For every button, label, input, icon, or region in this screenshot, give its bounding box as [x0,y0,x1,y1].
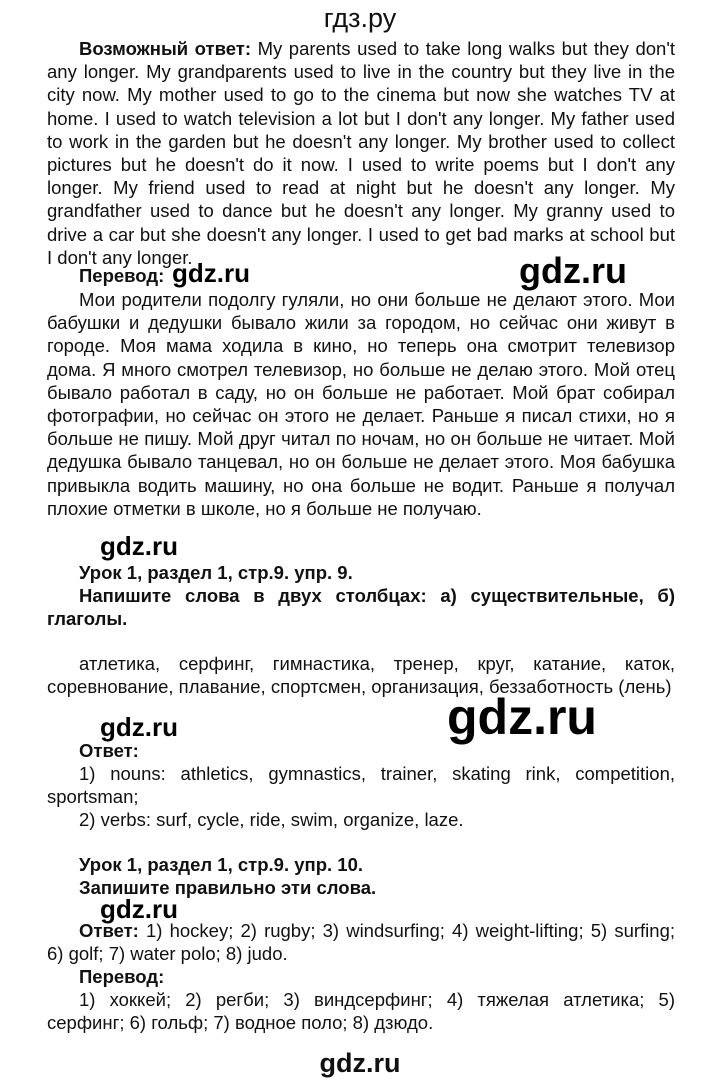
exercise-9-task: Напишите слова в двух столбцах: а) существительные, б) глаголы. [47,585,675,630]
exercise-10-answer [47,919,675,965]
watermark: gdz.ru [519,250,627,291]
exercise-9-title: Урок 1, раздел 1, стр.9. упр. 9. [79,562,353,583]
translation-label: Перевод: [79,265,165,286]
translation-label-row [79,264,164,287]
exercise-10-task: Запишите правильно эти слова. [79,877,377,898]
translation-paragraph: Мои родители подолгу гуляли, но они больше не делают этого. Мои бабушки и дедушки бывало жили за городом, но сейчас они живут в городе. Моя мама ходила в кино, но теперь она смотрит телевизор дома. Я много смотрел телевизор, но больше не делаю этого. Мой отец бывало работал в саду, но он больше не работает. Мой брат собирал фотографии, но сейчас он этого не делает. Раньше я писал стихи, но я больше не пишу. Мой друг читал по ночам, но он больше не читает. Мой дедушка бывало танцевал, но он больше не делает этого. Моя бабушка привыкла водить машину, но она больше не водит. Раньше я получал плохие отметки в школе, но я больше не получаю. [47,289,675,519]
site-footer: gdz.ru [319,1048,401,1078]
exercise-9-nouns: 1) nouns: athletics, gymnastics, trainer, skating rink, competition, sportsman; [47,763,675,808]
exercise-9-answer-label: Ответ: [79,740,139,761]
watermark: gdz.ru [172,258,250,288]
exercise-10-translation-label: Перевод: [79,966,165,987]
answer-text: My parents used to take long walks but they don't any longer. My grandparents used to live in the country but they live in the city now. My mother used to go to the cinema but now she watches TV at home. I used to watch television a lot but I don't any longer. My father used to work in the garden but he doesn't any longer. My brother used to collect pictures but he doesn't do it now. I used to write poems but I don't any longer. My friend used to read at night but he doesn't any longer. My grandfather used to dance but he doesn't any longer. My granny used to drive a car but she doesn't any longer. I used to get bad marks at school but I don't any longer. [47,38,676,268]
watermark: gdz.ru [100,531,178,561]
watermark: gdz.ru [447,689,597,745]
exercise-10-answer-text: 1) hockey; 2) rugby; 3) windsurfing; 4) weight-lifting; 5) surfing; 6) golf; 7) water polo; 8) judo. [47,920,675,965]
exercise-10-answer-label: Ответ: [79,920,139,941]
exercise-10-title: Урок 1, раздел 1, стр.9. упр. 10. [79,854,363,875]
watermark: gdz.ru [100,712,178,742]
answer-paragraph [47,37,675,269]
exercise-9-verbs: 2) verbs: surf, cycle, ride, swim, organize, laze. [79,809,464,830]
site-header: гдз.ру [323,3,397,33]
answer-label: Возможный ответ: [79,38,251,59]
exercise-9-words: атлетика, серфинг, гимнастика, тренер, круг, катание, каток, соревнование, плавание, спортсмен, организация, беззаботность (лень) [47,653,675,698]
exercise-10-translation: 1) хоккей; 2) регби; 3) виндсерфинг; 4) тяжелая атлетика; 5) серфинг; 6) гольф; 7) водное поло; 8) дзюдо. [47,989,675,1034]
watermark: gdz.ru [100,894,178,924]
